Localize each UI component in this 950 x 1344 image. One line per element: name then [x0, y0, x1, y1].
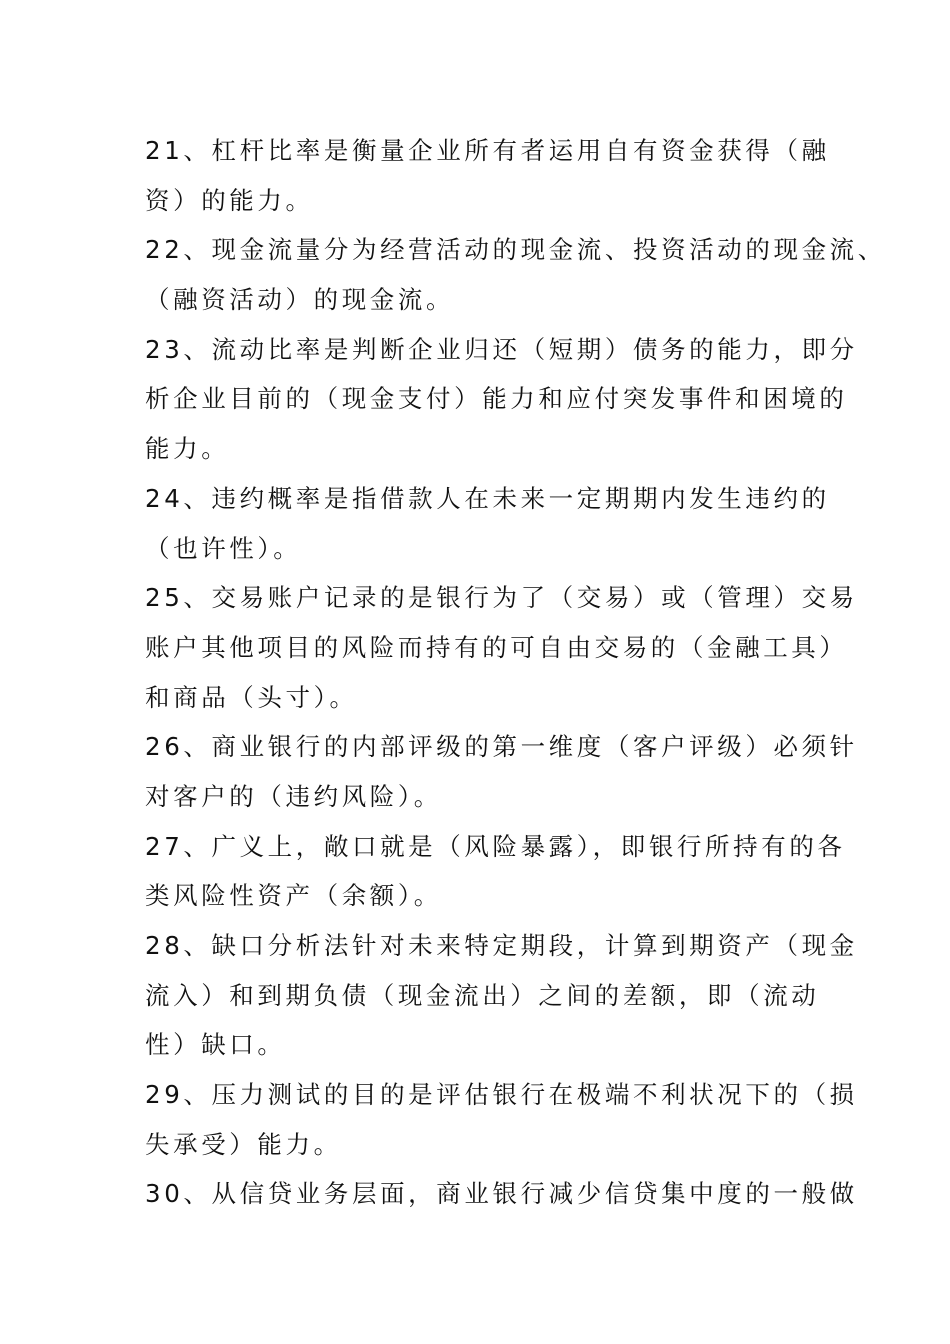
item-30 [145, 1169, 858, 1219]
item-line: 资）的能力。 [145, 185, 314, 215]
item-line: 25、交易账户记录的是银行为了（交易）或（管理）交易 [145, 583, 858, 613]
item-line: 23、流动比率是判断企业归还（短期）债务的能力，即分 [145, 334, 858, 364]
item-27 [145, 822, 846, 921]
item-line: （融资活动）的现金流。 [145, 285, 455, 315]
item-line: 26、商业银行的内部评级的第一维度（客户评级）必须针 [145, 732, 858, 762]
item-26 [145, 722, 858, 821]
item-line: （也许性）。 [145, 533, 302, 563]
item-28 [145, 921, 858, 1070]
item-line: 27、广义上，敞口就是（风险暴露），即银行所持有的各 [145, 831, 846, 861]
item-line: 性）缺口。 [145, 1030, 286, 1060]
item-line: 28、缺口分析法针对未来特定期段，计算到期资产（现金 [145, 931, 858, 960]
item-24 [145, 474, 830, 573]
item-line: 析企业目前的（现金支付）能力和应付突发事件和困境的 [145, 384, 848, 414]
item-23 [145, 325, 858, 474]
item-line: 失承受）能力。 [145, 1129, 342, 1159]
item-22 [145, 225, 886, 324]
item-21 [145, 126, 830, 225]
item-line: 30、从信贷业务层面，商业银行减少信贷集中度的一般做 [145, 1179, 858, 1209]
item-line: 22、现金流量分为经营活动的现金流、投资活动的现金流、 [145, 235, 886, 265]
document-body [145, 126, 886, 1219]
item-29 [145, 1070, 858, 1169]
item-line: 29、压力测试的目的是评估银行在极端不利状况下的（损 [145, 1080, 858, 1110]
item-25 [145, 573, 858, 722]
item-line: 流入）和到期负债（现金流出）之间的差额，即（流动 [145, 980, 820, 1010]
item-line: 对客户的（违约风险）。 [145, 781, 442, 811]
item-line: 能力。 [145, 434, 230, 464]
item-line: 24、违约概率是指借款人在未来一定期期内发生违约的 [145, 483, 830, 513]
item-line: 和商品（头寸）。 [145, 682, 358, 712]
item-line: 账户其他项目的风险而持有的可自由交易的（金融工具） [145, 632, 848, 662]
item-line: 类风险性资产（余额）。 [145, 881, 442, 911]
item-line: 21、杠杆比率是衡量企业所有者运用自有资金获得（融 [145, 136, 830, 165]
